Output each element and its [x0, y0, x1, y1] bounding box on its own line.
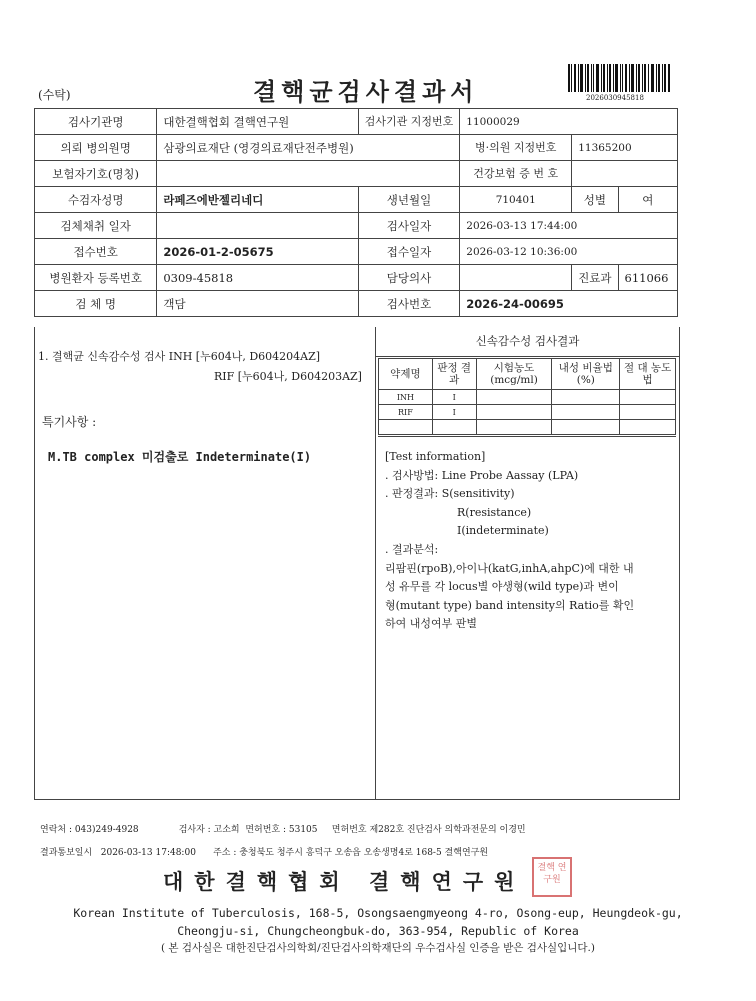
table-cell: [476, 405, 552, 420]
rif-line: RIF [누604나, D604203AZ]: [214, 370, 362, 383]
left-column: [34, 327, 376, 799]
note-line: . 검사방법: Line Probe Aassay (LPA): [385, 468, 579, 482]
table-cell: INH: [379, 390, 433, 405]
organization-name: 대한결핵협회 결핵연구원: [163, 870, 526, 894]
note-line: I(indeterminate): [457, 524, 549, 538]
seal-text: 결핵 연구원: [537, 863, 567, 885]
barcode-number: 2026030945818: [586, 94, 644, 102]
patient-name: 라페즈에반젤리네디: [157, 187, 358, 213]
note-line: . 판정결과: S(sensitivity): [385, 487, 515, 501]
table-cell: [620, 420, 676, 435]
hospital-name: 삼광의료재단 (영경의료재단전주병원): [157, 135, 460, 161]
official-seal: [532, 857, 572, 897]
insurance-no-label: 건강보험 증 번 호: [460, 161, 572, 187]
table-cell: [552, 405, 620, 420]
test-information: [385, 448, 670, 634]
collect-date: [157, 213, 358, 239]
dept-label: 진료과: [572, 265, 618, 291]
dob-label: 생년월일: [358, 187, 460, 213]
note-line: 형(mutant type) band intensity의 Ratio를 확인: [385, 598, 635, 612]
lab-code: 11000029: [460, 109, 678, 135]
registration-no-label: 병원환자 등록번호: [35, 265, 157, 291]
note-line: . 결과분석:: [385, 542, 439, 556]
table-cell: [620, 405, 676, 420]
specimen-value: 객담: [157, 291, 358, 317]
table-cell: I: [432, 405, 476, 420]
collect-date-label: 검체채취 일자: [35, 213, 157, 239]
notice-line: 결과통보일시 2026-03-13 17:48:00 주소 : 충청북도 청주시 흥덕구 오송읍 오송생명4로 168-5 결핵연구원: [40, 848, 489, 858]
english-address-1: Korean Institute of Tuberculosis, 168-5, Osongsaengmyeong 4-ro, Osong-eup, Heungdeok-gu,: [73, 906, 683, 920]
table-cell: [552, 420, 620, 435]
col-proportion: 내성 비율법(%): [552, 359, 620, 390]
test-no-label: 검사번호: [358, 291, 460, 317]
doctor-label: 담당의사: [358, 265, 460, 291]
copy-type-label: (수탁): [38, 88, 71, 102]
col-absolute: 절 대 농도법: [620, 359, 676, 390]
hospital-code-label: 병·의원 지정번호: [460, 135, 572, 161]
lab-name: 대한결핵협회 결핵연구원: [157, 109, 358, 135]
sex-label: 성별: [572, 187, 618, 213]
lab-code-label: 검사기관 지정번호: [358, 109, 460, 135]
note-line: 하여 내성여부 판별: [385, 617, 478, 631]
col-drug: 약제명: [379, 359, 433, 390]
table-cell: [552, 390, 620, 405]
barcode: [568, 64, 670, 92]
table-cell: [476, 390, 552, 405]
special-notes-text: M.TB complex 미검출로 Indeterminate(I): [48, 450, 312, 464]
insurance-no: [572, 161, 678, 187]
test-date-label: 검사일자: [358, 213, 460, 239]
insurer-value: [157, 161, 460, 187]
contact-line: 연락처 : 043)249-4928 검사자 : 고소희 면허번호 : 53105 면허번호 제282호 진단검사 의학과전문의 이경민: [40, 825, 526, 835]
sex-value: 여: [618, 187, 677, 213]
insurer-label: 보험자기호(명칭): [35, 161, 157, 187]
patient-name-label: 수검자성명: [35, 187, 157, 213]
note-line: 성 유무를 각 locus별 야생형(wild type)과 변이: [385, 580, 619, 594]
hospital-code: 11365200: [572, 135, 678, 161]
susceptibility-table: [378, 358, 676, 435]
dept-value: 611066: [618, 265, 677, 291]
table-cell: [379, 420, 433, 435]
certification-note: ( 본 검사실은 대한진단검사의학회/진단검사의학재단의 우수검사실 인증을 받은 검사실입니다.): [160, 942, 595, 954]
note-line: [Test information]: [385, 450, 486, 463]
document-title: 결핵균검사결과서: [253, 78, 479, 106]
patient-info-table: [34, 108, 678, 317]
specimen-label: 검 체 명: [35, 291, 157, 317]
note-line: R(resistance): [457, 505, 532, 519]
english-address-2: Cheongju-si, Chungcheongbuk-do, 363-954, Republic of Korea: [177, 924, 579, 938]
note-line: 리팜핀(rpoB),아이나(katG,inhA,ahpC)에 대한 내: [385, 561, 634, 575]
receipt-no-label: 접수번호: [35, 239, 157, 265]
col-result: 판정 결과: [432, 359, 476, 390]
receipt-date-label: 접수일자: [358, 239, 460, 265]
dob-value: 710401: [460, 187, 572, 213]
registration-no: 0309-45818: [157, 265, 358, 291]
special-notes-label: 특기사항 :: [42, 415, 97, 429]
test-item-line: 1. 결핵균 신속감수성 검사 INH [누604나, D604204AZ]: [38, 350, 321, 363]
receipt-date: 2026-03-12 10:36:00: [460, 239, 678, 265]
hospital-label: 의뢰 병의원명: [35, 135, 157, 161]
doctor-name: [460, 265, 572, 291]
test-date: 2026-03-13 17:44:00: [460, 213, 678, 239]
test-no: 2026-24-00695: [460, 291, 678, 317]
col-concentration: 시험농도 (mcg/ml): [476, 359, 552, 390]
receipt-no: 2026-01-2-05675: [157, 239, 358, 265]
table-cell: [620, 390, 676, 405]
table-cell: RIF: [379, 405, 433, 420]
table-cell: [432, 420, 476, 435]
table-cell: [476, 420, 552, 435]
table-cell: I: [432, 390, 476, 405]
lab-name-label: 검사기관명: [35, 109, 157, 135]
results-heading: 신속감수성 검사결과: [375, 327, 679, 357]
